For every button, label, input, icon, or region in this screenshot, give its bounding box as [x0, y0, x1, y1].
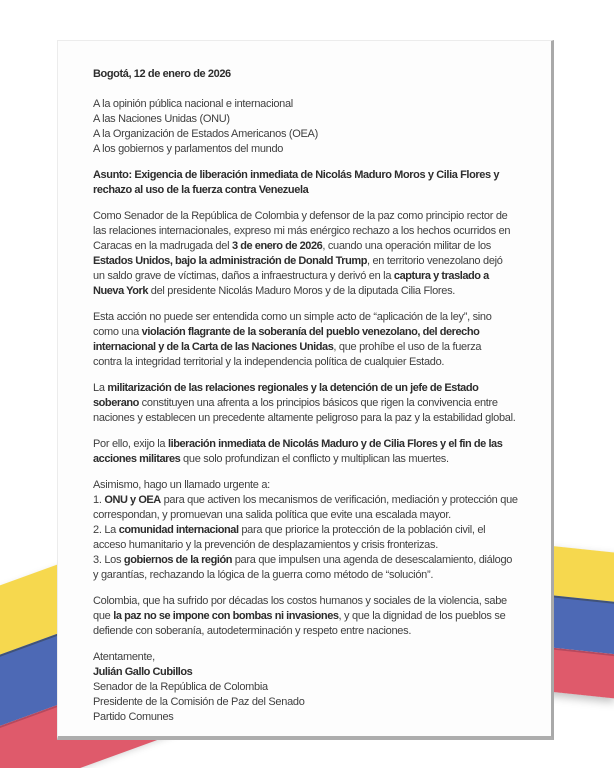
letter-line: Como Senador de la República de Colombia y defensor de la paz como principio rector de — [93, 210, 508, 222]
letter-line: defiende con soberanía, autodeterminación y respeto entre naciones. — [93, 625, 412, 637]
letter-line: Asimismo, hago un llamado urgente a: — [93, 479, 270, 491]
letter-line: Presidente de la Comisión de Paz del Senado — [93, 696, 305, 708]
letter-line: un saldo grave de víctimas, daños a infraestructura y derivó en la captura y traslado a — [93, 270, 489, 282]
letter-line: A la opinión pública nacional e internacional — [93, 98, 293, 110]
letter-line: Caracas en la madrugada del 3 de enero de 2026, cuando una operación militar de los — [93, 240, 491, 252]
letter-line: Senador de la República de Colombia — [93, 681, 268, 693]
letter-date — [93, 67, 531, 82]
letter-line: Nueva York del presidente Nicolás Maduro Moros y de la diputada Cilia Flores. — [93, 285, 456, 297]
letter-date-text: Bogotá, 12 de enero de 2026 — [93, 68, 231, 80]
letter-line: acciones militares que solo profundizan el conflicto y multiplican las muertes. — [93, 453, 449, 465]
letter-line: A las Naciones Unidas (ONU) — [93, 113, 230, 125]
letter-line: Asunto: Exigencia de liberación inmediata de Nicolás Maduro Moros y Cilia Flores y — [93, 169, 500, 181]
letter-line: como una violación flagrante de la soberanía del pueblo venezolano, del derecho — [93, 326, 480, 338]
letter-line: las relaciones internacionales, expreso mi más enérgico rechazo a los hechos ocurridos en — [93, 225, 511, 237]
letter-line: A la Organización de Estados Americanos (OEA) — [93, 128, 318, 140]
letter-line: que la paz no se impone con bombas ni invasiones, y que la dignidad de los pueblos se — [93, 610, 506, 622]
letter-line: 3. Los gobiernos de la región para que impulsen una agenda de desescalamiento, diálogo — [93, 554, 513, 566]
letter-closing — [93, 650, 531, 725]
letter-line: Estados Unidos, bajo la administración de Donald Trump, en territorio venezolano dejó — [93, 255, 503, 267]
letter-line: La militarización de las relaciones regionales y la detención de un jefe de Estado — [93, 382, 479, 394]
letter-line: 2. La comunidad internacional para que priorice la protección de la población civil, el — [93, 524, 486, 536]
letter-line: y garantías, rechazando la lógica de la guerra como método de “solución”. — [93, 569, 434, 581]
letter-paragraph-2 — [93, 310, 531, 370]
letter-line: A los gobiernos y parlamentos del mundo — [93, 143, 284, 155]
letter-page — [57, 40, 554, 740]
letter-line: Julián Gallo Cubillos — [93, 666, 193, 678]
letter-line: soberano constituyen una afrenta a los principios básicos que rigen la convivencia entre — [93, 397, 498, 409]
letter-line: rechazo al uso de la fuerza contra Venezuela — [93, 184, 309, 196]
letter-line: 1. ONU y OEA para que activen los mecanismos de verificación, mediación y protección que — [93, 494, 518, 506]
letter-paragraph-4 — [93, 437, 531, 467]
flag-stripe-yellow — [547, 546, 614, 603]
letter-paragraph-6 — [93, 594, 531, 639]
letter-line: Partido Comunes — [93, 711, 174, 723]
letter-line: internacional y de la Carta de las Naciones Unidas, que prohíbe el uso de la fuerza — [93, 341, 482, 353]
letter-paragraph-3 — [93, 381, 531, 426]
letter-line: Atentamente, — [93, 651, 155, 663]
letter-line: contra la integridad territorial y la independencia política de cualquier Estado. — [93, 356, 445, 368]
letter-line: correspondan, y promuevan una salida política que evite una escalada mayor. — [93, 509, 451, 521]
letter-line: naciones y establecen un precedente altamente peligroso para la paz y la estabilidad global. — [93, 412, 516, 424]
letter-subject — [93, 168, 531, 198]
letter-paragraph-1 — [93, 209, 531, 299]
letter-recipients — [93, 97, 531, 157]
letter-line: Por ello, exijo la liberación inmediata de Nicolás Maduro y de Cilia Flores y el fin de las — [93, 438, 503, 450]
letter-line: Colombia, que ha sufrido por décadas los costos humanos y sociales de la violencia, sabe — [93, 595, 507, 607]
letter-paragraph-5 — [93, 478, 531, 583]
letter-line: acceso humanitario y la prevención de desplazamientos y crisis fronterizas. — [93, 539, 438, 551]
letter-line: Esta acción no puede ser entendida como un simple acto de “aplicación de la ley”, sino — [93, 311, 492, 323]
